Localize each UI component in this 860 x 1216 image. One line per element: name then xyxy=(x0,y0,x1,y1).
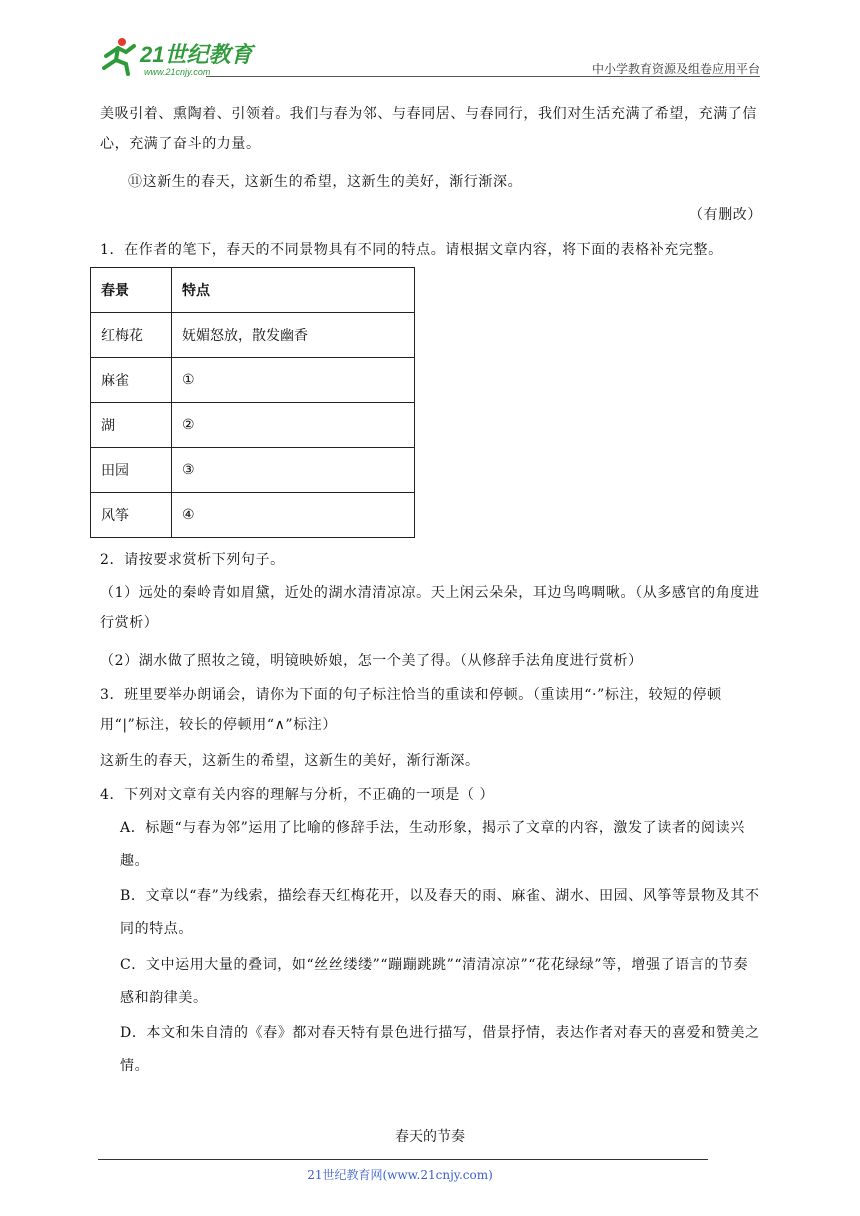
table-row xyxy=(91,448,415,493)
passage-paragraph: 美吸引着、熏陶着、引领着。我们与春为邻、与春同居、与春同行，我们对生活充满了希望，充满了信心，充满了奋斗的力量。 xyxy=(100,106,757,152)
question-2-item-1: （1）远处的秦岭青如眉黛，近处的湖水清清凉凉。天上闲云朵朵，耳边鸟鸣啁啾。（从多感官的角度进行赏析） xyxy=(100,585,760,631)
page-header xyxy=(96,34,760,78)
table-row xyxy=(91,358,415,403)
question-2-item-2: （2）湖水做了照妆之镜，明镜映娇娘，怎一个美了得。（从修辞手法角度进行赏析） xyxy=(100,653,643,669)
table-row xyxy=(91,493,415,538)
table-header: 春景 xyxy=(91,268,172,313)
footer-link[interactable]: 21世纪教育网(www.21cnjy.com) xyxy=(307,1168,493,1182)
table-cell: 湖 xyxy=(91,403,172,448)
table-cell: ④ xyxy=(172,493,415,538)
question-3-sentence: 这新生的春天，这新生的希望，这新生的美好，渐行渐深。 xyxy=(100,753,480,769)
table-cell: 风筝 xyxy=(91,493,172,538)
logo-url: www.21cnjy.com xyxy=(144,67,211,77)
platform-name: 中小学教育资源及组卷应用平台 xyxy=(591,62,760,76)
table-cell: ③ xyxy=(172,448,415,493)
option-d: D．本文和朱自清的《春》都对春天特有景色进行描写，借景抒情，表达作者对春天的喜爱和赞美之情。 xyxy=(120,1025,760,1074)
table-cell: 红梅花 xyxy=(91,313,172,358)
option-a: A．标题“与春为邻”运用了比喻的修辞手法，生动形象，揭示了文章的内容，激发了读者的阅读兴趣。 xyxy=(120,820,745,869)
table-cell: ① xyxy=(172,358,415,403)
table-cell: ② xyxy=(172,403,415,448)
runner-icon xyxy=(104,38,134,74)
table-header: 特点 xyxy=(172,268,415,313)
source-note: （有删改） xyxy=(689,207,762,223)
passage-paragraph-11: ⑪这新生的春天，这新生的希望，这新生的美好，渐行渐深。 xyxy=(128,174,523,190)
option-b: B．文章以“春”为线索，描绘春天红梅花开，以及春天的雨、麻雀、湖水、田园、风筝等景物及其不同的特点。 xyxy=(120,888,760,937)
table-row xyxy=(91,403,415,448)
question-4-stem: 4．下列对文章有关内容的理解与分析，不正确的一项是（ ） xyxy=(100,787,495,803)
table-row xyxy=(91,313,415,358)
option-c: C．文中运用大量的叠词，如“丝丝缕缕”“蹦蹦跳跳”“清清凉凉”“花花绿绿”等，增强了语言的节奏感和韵律美。 xyxy=(120,957,749,1006)
question-2-stem: 2．请按要求赏析下列句子。 xyxy=(100,552,285,568)
table-cell: 麻雀 xyxy=(91,358,172,403)
site-logo xyxy=(96,34,266,78)
header-divider xyxy=(206,76,760,77)
scenery-table xyxy=(90,267,415,538)
table-header-row xyxy=(91,268,415,313)
table-cell: 田园 xyxy=(91,448,172,493)
logo-text: 21世纪教育 xyxy=(140,42,253,67)
question-3-stem: 3．班里要举办朗诵会，请你为下面的句子标注恰当的重读和停顿。（重读用“·”标注，较短的停顿用“|”标注，较长的停顿用“∧”标注） xyxy=(100,687,722,733)
table-cell: 妩媚怒放，散发幽香 xyxy=(172,313,415,358)
question-1-stem: 1．在作者的笔下，春天的不同景物具有不同的特点。请根据文章内容，将下面的表格补充完整。 xyxy=(100,242,723,258)
next-passage-title: 春天的节奏 xyxy=(395,1129,465,1145)
footer-divider xyxy=(98,1159,708,1160)
